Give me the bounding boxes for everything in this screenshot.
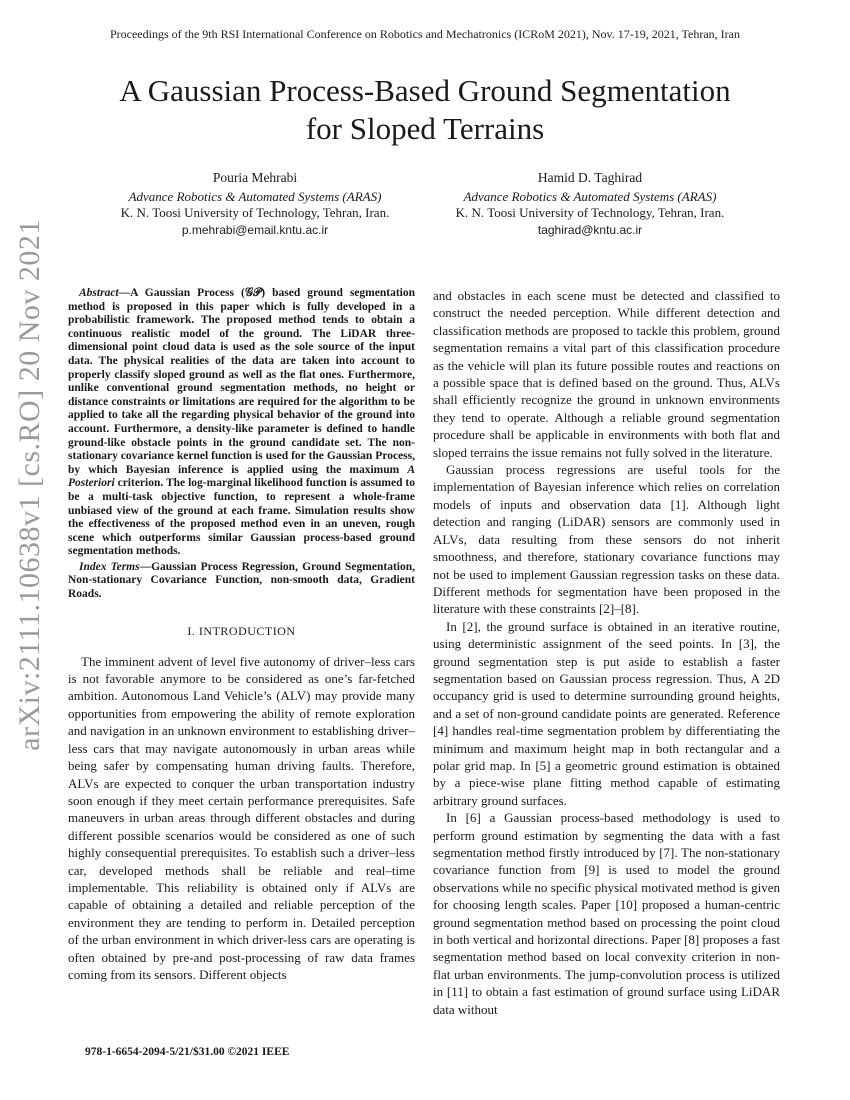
arxiv-identifier-stamp bbox=[10, 219, 50, 751]
author-name: Hamid D. Taghirad bbox=[537, 170, 643, 185]
arxiv-identifier: arXiv:2111.10638v1 [cs.RO] 20 Nov 2021 bbox=[13, 219, 47, 751]
paper-title bbox=[60, 72, 790, 148]
body-paragraph: and obstacles in each scene must be detected and classified to construct the needed perception. While different detection and classification methods are proposed to tackle this problem, ground segmentation remains a vital part of this classification procedure as the vehicle will plan its future possible routes and reactions on a possible space that is defined based on the ground. Thus, ALVs shall efficiently recognize the ground in unknown environments they tend to operate. Although a reliable ground segmentation procedure shall be applicable in environments with both flat and sloped terrains the issue remains not fully solved in the literature. bbox=[433, 288, 780, 460]
abstract bbox=[68, 287, 415, 559]
body-paragraph: The imminent advent of level five autonomy of driver–less cars is not favorable anymore to be considered as one’s far-fetched ambition. Autonomous Land Vehicle’s (ALV) may provide many opportunities from empowering the ability of remote exploration and navigation in an unknown environment to establishing driver–less cars that may navigate autonomously in urban areas while being safer by compensating human driving faults. Therefore, ALVs are expected to conquer the urban transportation industry soon enough if they meet certain performance prerequisites. Safe maneuvers in urban areas through different obstacles and during different possible scenarios would be considered as one of such highly consequential prerequisites. To establish such a driver–less car, developed methods shall be reliable and real–time implementable. This reliability is obtained only if ALVs are capable of obtaining a detailed and reliable perception of the environment they are tending to perform in. Detailed perception of the urban environment in which driver-less cars are operating is often obtained by pre-and post-processing of raw data frames coming from its sensors. Different objects bbox=[68, 653, 415, 982]
body-paragraph: Gaussian process regressions are useful tools for the implementation of Bayesian inference which relies on correlation models of inputs and observation data [1]. Although light detection and ranging (LiDAR) sensors are commonly used in ALVs, data resulting from these sensors do not inherit smoothness, and therefore, stationary covariance functions may not be used to implement Gaussian regression tasks on these data. Different methods for segmentation have been proposed in the literature with these constraints [2]–[8]. bbox=[433, 462, 780, 617]
left-column bbox=[68, 287, 415, 983]
author-block-1 bbox=[85, 170, 425, 238]
conference-header: Proceedings of the 9th RSI International Conference on Robotics and Mechatronics (ICRoM 2021), Nov. 17-19, 2021, Tehran, Iran bbox=[109, 27, 741, 41]
copyright-footer: 978-1-6654-2094-5/21/$31.00 ©2021 IEEE bbox=[85, 1046, 290, 1058]
author-institution: K. N. Toosi University of Technology, Tehran, Iran. bbox=[120, 205, 390, 220]
abstract-emphasis: A Posteriori bbox=[68, 463, 415, 490]
abstract-label: Abstract bbox=[79, 287, 119, 299]
author-institution: K. N. Toosi University of Technology, Tehran, Iran. bbox=[455, 205, 725, 220]
title-line-1: A Gaussian Process-Based Ground Segmentation bbox=[119, 73, 731, 108]
body-paragraph: In [6] a Gaussian process-based methodology is used to perform ground estimation by segmenting the data with a fast segmentation method firstly introduced by [7]. The non-stationary covariance function from [9] is used to model the ground observations while no specific physical motivated method is given for choosing length scales. Paper [10] proposed a human-centric ground segmentation method based on processing the point cloud in both vertical and horizontal directions. Paper [8] proposes a fast segmentation method based on local convexity criterion in non-flat urban environments. The jump-convolution process is utilized in [11] to obtain a fast estimation of ground surface using LiDAR data without bbox=[433, 810, 780, 1017]
section-heading-introduction: I. INTRODUCTION bbox=[187, 623, 296, 638]
index-terms-label: Index Terms bbox=[79, 560, 140, 573]
index-terms-text: —Gaussian Process Regression, Ground Segmentation, Non-stationary Covariance Function, non-smooth data, Gradient Roads. bbox=[68, 560, 415, 601]
author-email[interactable]: p.mehrabi@email.kntu.ac.ir bbox=[181, 222, 329, 237]
author-affiliation: Advance Robotics & Automated Systems (ARAS) bbox=[128, 188, 382, 204]
author-name: Pouria Mehrabi bbox=[212, 170, 298, 185]
index-terms bbox=[68, 561, 415, 602]
right-column bbox=[433, 287, 780, 1018]
abstract-text-2: criterion. The log-marginal likelihood function is assumed to be a multi-task objective function, to represent a whole-frame unbiased view of the ground at each frame. Simulation results show the effectiveness of the proposed method even in an uneven, rough scene which outperforms similar Gaussian process-based ground segmentation methods. bbox=[68, 477, 415, 558]
abstract-text-1: —A Gaussian Process (𝒢𝒫) based ground segmentation method is proposed in this paper which is fully developed in a probabilistic framework. The proposed method tends to obtain a continuous realistic model of the ground. The LiDAR three-dimensional point cloud data is used as the sole source of the input data. The physical realities of the data are taken into account to properly classify sloped ground as well as the flat ones. Furthermore, unlike conventional ground segmentation methods, no height or distance constraints or limitations are required for the algorithm to be applied to take all the regarding physical behavior of the ground into account. Furthermore, a density-like parameter is defined to handle ground-like obstacle points in the ground candidate set. The non-stationary covariance kernel function is used for the Gaussian Process, by which Bayesian inference is applied using the maximum bbox=[68, 287, 415, 476]
author-block-2 bbox=[420, 170, 760, 238]
author-email[interactable]: taghirad@kntu.ac.ir bbox=[537, 222, 643, 237]
body-paragraph: In [2], the ground surface is obtained in an iterative routine, using deterministic assignment of the seed points. In [3], the ground segmentation step is put aside to establish a faster segmentation based on Gaussian process regression. Thus, A 2D occupancy grid is used to determine surrounding ground heights, and a set of non-ground candidate points are generated. Reference [4] handles real-time segmentation problem by differentiating the minimum and maximum height map in both rectangular and a polar grid map. In [5] a geometric ground estimation is obtained by a piece-wise plane fitting method capable of estimating arbitrary ground surfaces. bbox=[433, 618, 780, 808]
author-affiliation: Advance Robotics & Automated Systems (ARAS) bbox=[463, 188, 717, 204]
title-line-2: for Sloped Terrains bbox=[305, 111, 545, 146]
